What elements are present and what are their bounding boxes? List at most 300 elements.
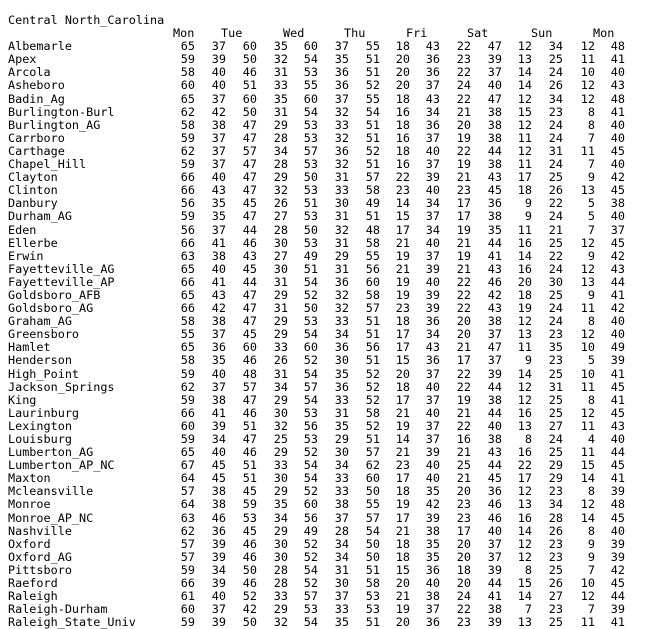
- temperature-value: 40: [610, 117, 625, 132]
- temperature-value: 47: [242, 392, 257, 407]
- temperature-value: 34: [334, 536, 349, 551]
- temperature-value: 27: [273, 248, 288, 263]
- temperature-value: 31: [548, 143, 563, 158]
- temperature-value: 45: [610, 576, 625, 591]
- temperature-value: 15: [395, 353, 410, 368]
- temperature-value: 37: [425, 157, 440, 172]
- temperature-value: 22: [456, 287, 471, 302]
- temperature-value: 66: [180, 183, 195, 198]
- temperature-value: 29: [273, 287, 288, 302]
- temperature-value: 23: [548, 602, 563, 617]
- temperature-value: 24: [456, 589, 471, 604]
- temperature-value: 32: [273, 52, 288, 67]
- forecast-document: [8, 14, 640, 629]
- temperature-value: 17: [456, 209, 471, 224]
- temperature-value: 23: [395, 183, 410, 198]
- temperature-value: 28: [273, 157, 288, 172]
- temperature-value: 59: [180, 562, 195, 577]
- temperature-value: 10: [580, 340, 595, 355]
- temperature-value: 20: [456, 117, 471, 132]
- temperature-value: 26: [548, 576, 563, 591]
- temperature-value: 9: [587, 536, 595, 551]
- temperature-value: 43: [487, 445, 502, 460]
- temperature-value: 40: [211, 366, 226, 381]
- temperature-value: 53: [242, 510, 257, 525]
- temperature-value: 49: [365, 196, 380, 211]
- station-row: [8, 197, 640, 210]
- station-name: Danbury: [8, 196, 58, 211]
- temperature-value: 21: [456, 471, 471, 486]
- temperature-value: 31: [273, 274, 288, 289]
- temperature-value: 53: [303, 432, 318, 446]
- temperature-value: 40: [425, 235, 440, 250]
- temperature-value: 66: [180, 405, 195, 420]
- station-name: Burlington-Burl: [8, 104, 115, 119]
- temperature-value: 57: [365, 170, 380, 185]
- temperature-value: 32: [334, 130, 349, 145]
- station-row: [8, 145, 640, 158]
- temperature-value: 47: [487, 39, 502, 54]
- temperature-value: 17: [456, 196, 471, 211]
- temperature-value: 58: [365, 183, 380, 198]
- temperature-value: 14: [517, 248, 532, 263]
- temperature-value: 52: [365, 78, 380, 93]
- temperature-value: 40: [211, 78, 226, 93]
- temperature-value: 38: [487, 602, 502, 617]
- temperature-value: 42: [211, 301, 226, 316]
- temperature-value: 33: [334, 183, 349, 198]
- temperature-value: 40: [487, 78, 502, 93]
- temperature-value: 4: [587, 432, 595, 446]
- station-name: Badin_Ag: [8, 91, 65, 106]
- temperature-value: 50: [365, 549, 380, 564]
- temperature-value: 47: [242, 287, 257, 302]
- temperature-value: 34: [211, 432, 226, 446]
- temperature-value: 47: [242, 209, 257, 224]
- temperature-value: 59: [180, 209, 195, 224]
- temperature-value: 28: [548, 510, 563, 525]
- temperature-value: 46: [242, 235, 257, 250]
- temperature-value: 26: [548, 78, 563, 93]
- temperature-value: 34: [273, 143, 288, 158]
- temperature-value: 22: [517, 458, 532, 473]
- temperature-value: 12: [517, 314, 532, 329]
- temperature-value: 58: [365, 235, 380, 250]
- temperature-value: 67: [180, 458, 195, 473]
- temperature-value: 35: [211, 353, 226, 368]
- temperature-value: 43: [425, 91, 440, 106]
- temperature-value: 41: [610, 615, 625, 629]
- temperature-value: 36: [211, 340, 226, 355]
- temperature-value: 46: [487, 274, 502, 289]
- temperature-value: 34: [548, 39, 563, 54]
- temperature-value: 17: [395, 392, 410, 407]
- temperature-value: 45: [610, 510, 625, 525]
- temperature-value: 23: [456, 497, 471, 512]
- temperature-value: 66: [180, 274, 195, 289]
- temperature-value: 52: [303, 549, 318, 564]
- temperature-value: 45: [610, 405, 625, 420]
- day-header: Fri: [406, 26, 428, 41]
- temperature-value: 48: [610, 39, 625, 54]
- temperature-value: 18: [395, 379, 410, 394]
- temperature-value: 27: [548, 589, 563, 604]
- temperature-value: 37: [334, 510, 349, 525]
- temperature-value: 8: [587, 314, 595, 329]
- temperature-value: 33: [273, 78, 288, 93]
- temperature-value: 29: [334, 248, 349, 263]
- temperature-value: 62: [180, 379, 195, 394]
- temperature-value: 55: [180, 327, 195, 342]
- station-name: Oxford: [8, 536, 51, 551]
- temperature-value: 40: [610, 130, 625, 145]
- station-name: Lexington: [8, 418, 72, 433]
- temperature-value: 41: [610, 471, 625, 486]
- station-name: Ellerbe: [8, 235, 58, 250]
- temperature-value: 23: [395, 301, 410, 316]
- temperature-value: 18: [517, 183, 532, 198]
- station-name: Apex: [8, 52, 37, 67]
- temperature-value: 17: [395, 340, 410, 355]
- temperature-value: 22: [456, 602, 471, 617]
- temperature-value: 5: [587, 196, 595, 211]
- temperature-value: 39: [487, 615, 502, 629]
- temperature-value: 24: [548, 117, 563, 132]
- temperature-value: 20: [456, 536, 471, 551]
- temperature-value: 39: [487, 52, 502, 67]
- temperature-value: 22: [456, 366, 471, 381]
- temperature-value: 56: [303, 510, 318, 525]
- station-name: Fayetteville_AP: [8, 274, 115, 289]
- temperature-value: 32: [273, 615, 288, 629]
- temperature-value: 20: [456, 484, 471, 499]
- temperature-value: 36: [487, 196, 502, 211]
- station-row: [8, 328, 640, 341]
- day-header: Thu: [344, 26, 366, 41]
- station-row: [8, 66, 640, 79]
- station-name: Oxford_AG: [8, 549, 72, 564]
- temperature-value: 29: [334, 432, 349, 446]
- temperature-value: 25: [548, 170, 563, 185]
- temperature-value: 36: [425, 52, 440, 67]
- temperature-value: 18: [456, 562, 471, 577]
- temperature-value: 45: [242, 327, 257, 342]
- temperature-value: 18: [395, 143, 410, 158]
- temperature-value: 40: [610, 209, 625, 224]
- temperature-value: 62: [180, 523, 195, 538]
- station-row: [8, 276, 640, 289]
- temperature-value: 9: [587, 170, 595, 185]
- temperature-value: 13: [517, 418, 532, 433]
- temperature-value: 22: [395, 170, 410, 185]
- station-row: [8, 79, 640, 92]
- station-name: Monroe: [8, 497, 51, 512]
- temperature-value: 45: [610, 183, 625, 198]
- station-row: [8, 53, 640, 66]
- temperature-value: 22: [548, 248, 563, 263]
- temperature-value: 29: [273, 602, 288, 617]
- temperature-value: 52: [365, 379, 380, 394]
- temperature-value: 53: [303, 235, 318, 250]
- temperature-value: 46: [242, 445, 257, 460]
- station-row: [8, 93, 640, 106]
- temperature-value: 26: [548, 523, 563, 538]
- temperature-value: 30: [548, 274, 563, 289]
- temperature-value: 19: [456, 130, 471, 145]
- temperature-value: 43: [487, 261, 502, 276]
- temperature-value: 52: [365, 392, 380, 407]
- temperature-value: 20: [395, 78, 410, 93]
- temperature-value: 34: [425, 222, 440, 237]
- station-name: Jackson_Springs: [8, 379, 115, 394]
- temperature-value: 37: [487, 65, 502, 80]
- temperature-value: 39: [425, 445, 440, 460]
- temperature-value: 12: [517, 379, 532, 394]
- temperature-value: 19: [517, 301, 532, 316]
- temperature-value: 18: [395, 484, 410, 499]
- temperature-value: 59: [180, 366, 195, 381]
- temperature-value: 50: [242, 104, 257, 119]
- temperature-value: 30: [273, 536, 288, 551]
- temperature-value: 7: [587, 222, 595, 237]
- temperature-value: 11: [580, 301, 595, 316]
- temperature-value: 12: [580, 327, 595, 342]
- temperature-value: 34: [211, 562, 226, 577]
- temperature-value: 56: [180, 196, 195, 211]
- temperature-value: 17: [395, 222, 410, 237]
- station-row: [8, 210, 640, 223]
- temperature-value: 57: [303, 379, 318, 394]
- temperature-value: 46: [242, 353, 257, 368]
- temperature-value: 40: [425, 405, 440, 420]
- temperature-value: 32: [334, 287, 349, 302]
- temperature-value: 43: [211, 287, 226, 302]
- temperature-value: 51: [242, 78, 257, 93]
- temperature-value: 35: [334, 615, 349, 629]
- temperature-value: 17: [517, 471, 532, 486]
- temperature-value: 9: [524, 209, 532, 224]
- temperature-value: 40: [425, 576, 440, 591]
- temperature-value: 40: [211, 261, 226, 276]
- temperature-value: 22: [456, 418, 471, 433]
- temperature-value: 22: [456, 301, 471, 316]
- station-name: Eden: [8, 222, 37, 237]
- temperature-value: 35: [548, 340, 563, 355]
- temperature-value: 45: [487, 183, 502, 198]
- temperature-value: 32: [273, 183, 288, 198]
- temperature-value: 15: [395, 562, 410, 577]
- temperature-value: 66: [180, 235, 195, 250]
- temperature-value: 8: [587, 392, 595, 407]
- temperature-value: 19: [395, 248, 410, 263]
- temperature-value: 8: [524, 432, 532, 446]
- temperature-value: 12: [580, 261, 595, 276]
- day-header: Mon: [593, 26, 615, 41]
- temperature-value: 23: [548, 353, 563, 368]
- temperature-value: 37: [211, 222, 226, 237]
- temperature-value: 33: [334, 602, 349, 617]
- temperature-value: 55: [303, 78, 318, 93]
- temperature-value: 54: [303, 52, 318, 67]
- temperature-value: 40: [610, 157, 625, 172]
- temperature-value: 37: [211, 602, 226, 617]
- temperature-value: 34: [425, 196, 440, 211]
- temperature-value: 33: [273, 340, 288, 355]
- temperature-value: 7: [587, 562, 595, 577]
- temperature-value: 20: [395, 52, 410, 67]
- temperature-value: 28: [273, 562, 288, 577]
- temperature-value: 60: [303, 91, 318, 106]
- temperature-value: 28: [273, 576, 288, 591]
- temperature-value: 8: [524, 562, 532, 577]
- temperature-value: 23: [456, 52, 471, 67]
- station-name: Raeford: [8, 576, 58, 591]
- temperature-value: 42: [425, 497, 440, 512]
- temperature-value: 40: [425, 143, 440, 158]
- temperature-value: 58: [180, 353, 195, 368]
- temperature-value: 38: [610, 196, 625, 211]
- temperature-value: 38: [211, 314, 226, 329]
- temperature-value: 25: [456, 458, 471, 473]
- temperature-value: 66: [180, 170, 195, 185]
- temperature-value: 40: [211, 589, 226, 604]
- temperature-value: 16: [395, 130, 410, 145]
- temperature-value: 44: [610, 589, 625, 604]
- temperature-value: 33: [334, 392, 349, 407]
- temperature-value: 30: [273, 471, 288, 486]
- temperature-value: 48: [610, 91, 625, 106]
- station-row: [8, 407, 640, 420]
- temperature-value: 21: [456, 405, 471, 420]
- day-header: Tue: [221, 26, 243, 41]
- station-name: Fayetteville_AG: [8, 261, 115, 276]
- temperature-value: 36: [425, 615, 440, 629]
- temperature-value: 37: [211, 327, 226, 342]
- temperature-value: 5: [587, 209, 595, 224]
- temperature-value: 43: [610, 78, 625, 93]
- temperature-value: 39: [425, 170, 440, 185]
- temperature-value: 21: [395, 523, 410, 538]
- temperature-value: 65: [180, 445, 195, 460]
- temperature-value: 24: [548, 157, 563, 172]
- temperature-value: 23: [456, 510, 471, 525]
- temperature-value: 16: [395, 104, 410, 119]
- temperature-value: 37: [211, 143, 226, 158]
- temperature-value: 29: [273, 445, 288, 460]
- temperature-value: 25: [548, 405, 563, 420]
- temperature-value: 44: [610, 445, 625, 460]
- station-row: [8, 354, 640, 367]
- temperature-value: 58: [365, 287, 380, 302]
- temperature-value: 38: [211, 392, 226, 407]
- temperature-value: 25: [548, 392, 563, 407]
- temperature-value: 53: [303, 117, 318, 132]
- temperature-value: 55: [365, 39, 380, 54]
- temperature-value: 65: [180, 39, 195, 54]
- temperature-value: 16: [517, 261, 532, 276]
- temperature-value: 19: [395, 287, 410, 302]
- temperature-value: 31: [334, 235, 349, 250]
- station-name: Henderson: [8, 353, 72, 368]
- temperature-value: 18: [395, 39, 410, 54]
- temperature-value: 7: [524, 602, 532, 617]
- temperature-value: 61: [180, 589, 195, 604]
- temperature-value: 25: [548, 287, 563, 302]
- temperature-value: 24: [548, 432, 563, 446]
- temperature-value: 52: [242, 589, 257, 604]
- temperature-value: 41: [487, 589, 502, 604]
- temperature-value: 18: [395, 536, 410, 551]
- station-name: Erwin: [8, 248, 44, 263]
- temperature-value: 51: [365, 52, 380, 67]
- temperature-value: 13: [580, 274, 595, 289]
- temperature-value: 53: [303, 157, 318, 172]
- temperature-value: 53: [303, 209, 318, 224]
- temperature-value: 29: [273, 327, 288, 342]
- station-name: King: [8, 392, 37, 407]
- temperature-value: 54: [303, 366, 318, 381]
- temperature-value: 44: [487, 143, 502, 158]
- station-row: [8, 498, 640, 511]
- temperature-value: 52: [365, 418, 380, 433]
- temperature-value: 7: [587, 602, 595, 617]
- temperature-value: 19: [456, 392, 471, 407]
- temperature-value: 50: [365, 536, 380, 551]
- temperature-value: 51: [303, 196, 318, 211]
- temperature-value: 58: [180, 117, 195, 132]
- temperature-value: 44: [487, 379, 502, 394]
- temperature-value: 11: [580, 445, 595, 460]
- temperature-value: 55: [365, 91, 380, 106]
- temperature-value: 22: [456, 143, 471, 158]
- station-name: Raleigh: [8, 589, 58, 604]
- temperature-value: 35: [273, 91, 288, 106]
- temperature-value: 31: [273, 366, 288, 381]
- temperature-value: 37: [425, 366, 440, 381]
- temperature-value: 60: [365, 471, 380, 486]
- station-row: [8, 263, 640, 276]
- station-name: Lumberton_AG: [8, 445, 94, 460]
- temperature-value: 20: [395, 65, 410, 80]
- temperature-value: 14: [517, 589, 532, 604]
- temperature-value: 41: [211, 235, 226, 250]
- temperature-value: 47: [487, 91, 502, 106]
- temperature-value: 37: [334, 589, 349, 604]
- temperature-value: 53: [303, 602, 318, 617]
- temperature-value: 38: [211, 248, 226, 263]
- temperature-value: 50: [303, 222, 318, 237]
- temperature-value: 29: [273, 484, 288, 499]
- temperature-value: 21: [456, 235, 471, 250]
- temperature-value: 64: [180, 471, 195, 486]
- temperature-value: 21: [456, 340, 471, 355]
- temperature-value: 43: [610, 418, 625, 433]
- temperature-value: 18: [395, 314, 410, 329]
- temperature-value: 20: [456, 576, 471, 591]
- temperature-value: 47: [242, 117, 257, 132]
- temperature-value: 40: [211, 170, 226, 185]
- temperature-value: 63: [180, 248, 195, 263]
- station-row: [8, 368, 640, 381]
- temperature-value: 51: [365, 157, 380, 172]
- station-row: [8, 171, 640, 184]
- temperature-value: 14: [517, 78, 532, 93]
- temperature-value: 25: [548, 366, 563, 381]
- station-row: [8, 459, 640, 472]
- temperature-value: 38: [487, 130, 502, 145]
- temperature-value: 32: [273, 418, 288, 433]
- temperature-value: 26: [273, 353, 288, 368]
